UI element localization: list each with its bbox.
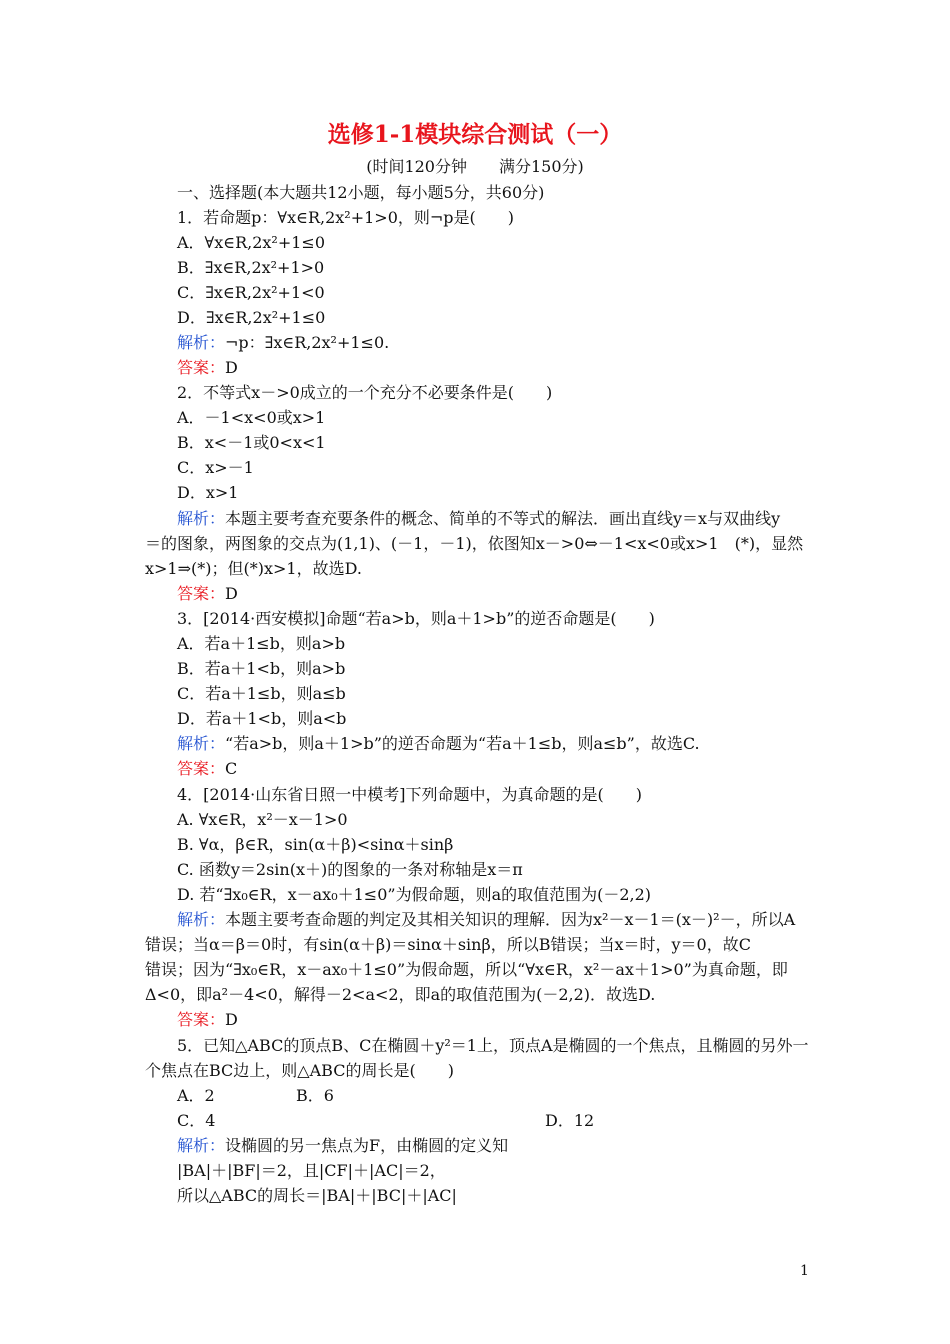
question-1-answer (177, 358, 238, 378)
question-4-analysis-line-3: 错误；因为“∃x₀∈R，x－ax₀＋1≤0”为假命题，所以“∀x∈R，x²－ax＋1>0”为真命题，即 (145, 960, 788, 979)
question-2-analysis-text-1: 本题主要考查充要条件的概念、简单的不等式的解法．画出直线y＝x与双曲线y (225, 509, 781, 528)
question-2-analysis-line-3: x>1⇒(*)；但(*)x>1，故选D. (145, 559, 362, 578)
document-subtitle: (时间120分钟 满分150分) (366, 157, 584, 176)
question-1-analysis-text: ¬p：∃x∈R,2x²+1≤0. (225, 333, 390, 352)
analysis-label: 解析： (177, 509, 226, 528)
question-2-option-a: A．－1<x<0或x>1 (177, 408, 326, 427)
question-5-analysis-text-1: 设椭圆的另一焦点为F，由椭圆的定义知 (225, 1136, 509, 1155)
question-1-stem: 1．若命题p：∀x∈R,2x²+1>0，则¬p是( ) (177, 208, 515, 227)
question-4-analysis-line-4: Δ<0，即a²－4<0，解得－2<a<2，即a的取值范围为(－2,2)．故选D. (145, 985, 656, 1004)
question-5-analysis-line-1 (177, 1136, 508, 1156)
question-2-option-d: D．x>1 (177, 483, 239, 502)
question-4-option-a: A. ∀x∈R，x²－x－1>0 (177, 810, 348, 829)
question-4-option-d: D. 若“∃x₀∈R，x－ax₀＋1≤0”为假命题，则a的取值范围为(－2,2) (177, 885, 652, 904)
answer-label: 答案： (177, 584, 226, 603)
question-3-option-a: A．若a＋1≤b，则a>b (177, 634, 346, 653)
question-4-analysis-text-1: 本题主要考查命题的判定及其相关知识的理解．因为x²－x－1＝(x－)²－，所以A (225, 910, 796, 929)
question-5-stem-line-2: 个焦点在BC边上，则△ABC的周长是( ) (145, 1061, 454, 1080)
question-1-option-c: C．∃x∈R,2x²+1<0 (177, 283, 325, 302)
question-3-option-d: D．若a＋1<b，则a<b (177, 709, 347, 728)
question-1-option-d: D．∃x∈R,2x²+1≤0 (177, 308, 326, 327)
question-5-analysis-line-2: |BA|＋|BF|＝2，且|CF|＋|AC|＝2， (177, 1161, 446, 1180)
question-2-analysis-line-1 (177, 509, 780, 529)
question-2-analysis-line-2: ＝的图象，两图象的交点为(1,1)、(－1，－1)，依图知x－>0⇔－1<x<0或x>1 (*)，显然 (145, 534, 804, 553)
question-4-stem: 4．[2014·山东省日照一中模考]下列命题中，为真命题的是( ) (177, 785, 642, 804)
analysis-label: 解析： (177, 1136, 226, 1155)
question-5-analysis-line-3: 所以△ABC的周长＝|BA|＋|BC|＋|AC| (177, 1186, 457, 1205)
page-number: 1 (800, 1263, 809, 1279)
analysis-label: 解析： (177, 734, 226, 753)
answer-label: 答案： (177, 358, 226, 377)
question-4-answer-value: D (225, 1010, 238, 1029)
question-2-option-c: C．x>－1 (177, 458, 254, 477)
question-4-option-c: C. 函数y＝2sin(x＋)的图象的一条对称轴是x＝π (177, 860, 523, 879)
question-4-analysis-line-2: 错误；当α＝β＝0时，有sin(α＋β)＝sinα＋sinβ，所以B错误；当x＝时，y＝0，故C (145, 935, 751, 954)
question-1-analysis (177, 333, 389, 353)
question-1-option-a: A．∀x∈R,2x²+1≤0 (177, 233, 326, 252)
answer-label: 答案： (177, 1010, 226, 1029)
question-3-stem: 3．[2014·西安模拟]命题“若a>b，则a＋1>b”的逆否命题是( ) (177, 609, 655, 628)
question-2-answer-value: D (225, 584, 238, 603)
question-3-option-b: B．若a＋1<b，则a>b (177, 659, 346, 678)
question-1-option-b: B．∃x∈R,2x²+1>0 (177, 258, 325, 277)
question-2-answer (177, 584, 238, 604)
question-4-analysis-line-1 (177, 910, 795, 930)
question-3-analysis-text: “若a>b，则a＋1>b”的逆否命题为“若a＋1≤b，则a≤b”，故选C. (225, 734, 700, 753)
question-5-option-a: A．2 (177, 1086, 215, 1105)
question-2-stem: 2．不等式x－>0成立的一个充分不必要条件是( ) (177, 383, 553, 402)
question-4-option-b: B. ∀α，β∈R，sin(α＋β)<sinα＋sinβ (177, 835, 454, 854)
section-heading: 一、选择题(本大题共12小题，每小题5分，共60分) (177, 183, 545, 202)
question-2-option-b: B．x<－1或0<x<1 (177, 433, 326, 452)
question-5-stem-line-1: 5．已知△ABC的顶点B、C在椭圆＋y²＝1上，顶点A是椭圆的一个焦点，且椭圆的另外一 (177, 1036, 809, 1055)
question-3-answer (177, 759, 237, 779)
question-1-answer-value: D (225, 358, 238, 377)
question-3-option-c: C．若a＋1≤b，则a≤b (177, 684, 346, 703)
answer-label: 答案： (177, 759, 226, 778)
analysis-label: 解析： (177, 910, 226, 929)
question-4-answer (177, 1010, 238, 1030)
question-5-option-c: C．4 (177, 1111, 216, 1130)
analysis-label: 解析： (177, 333, 226, 352)
question-5-option-d: D．12 (545, 1111, 595, 1130)
question-3-answer-value: C (225, 759, 238, 778)
question-5-option-b: B．6 (296, 1086, 334, 1105)
question-3-analysis (177, 734, 700, 754)
document-title: 选修1-1模块综合测试（一） (327, 121, 623, 148)
